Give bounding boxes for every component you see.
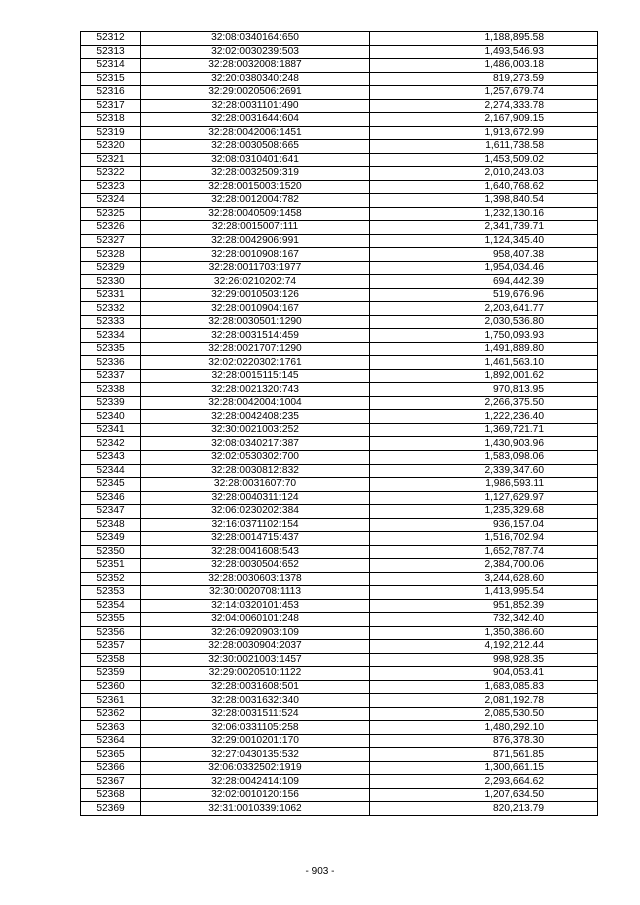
row-number-cell: 52342 — [81, 437, 141, 451]
cadastral-value-table — [80, 31, 598, 816]
table-row — [81, 32, 598, 46]
cadastral-value-cell: 1,430,903.96 — [370, 437, 598, 451]
table-row — [81, 329, 598, 343]
table-row — [81, 288, 598, 302]
row-number-cell: 52318 — [81, 113, 141, 127]
cadastral-value-cell: 1,413,995.54 — [370, 586, 598, 600]
row-number-cell: 52345 — [81, 478, 141, 492]
row-number-cell: 52350 — [81, 545, 141, 559]
cadastral-value-cell: 4,192,212.44 — [370, 640, 598, 654]
cadastral-number-cell: 32:28:0031607:70 — [141, 478, 370, 492]
table-row — [81, 126, 598, 140]
cadastral-value-cell: 1,493,546.93 — [370, 45, 598, 59]
row-number-cell: 52361 — [81, 694, 141, 708]
table-row — [81, 721, 598, 735]
cadastral-number-cell: 32:28:0042414:109 — [141, 775, 370, 789]
table-row — [81, 221, 598, 235]
row-number-cell: 52336 — [81, 356, 141, 370]
cadastral-value-cell: 1,892,001.62 — [370, 369, 598, 383]
cadastral-value-cell: 2,274,333.78 — [370, 99, 598, 113]
cadastral-value-cell: 1,350,386.60 — [370, 626, 598, 640]
cadastral-value-cell: 871,561.85 — [370, 748, 598, 762]
table-row — [81, 707, 598, 721]
row-number-cell: 52364 — [81, 734, 141, 748]
row-number-cell: 52351 — [81, 559, 141, 573]
cadastral-number-cell: 32:28:0032008:1887 — [141, 59, 370, 73]
cadastral-number-cell: 32:28:0030508:665 — [141, 140, 370, 154]
page-number: - 903 - — [305, 866, 335, 877]
cadastral-number-cell: 32:28:0041608:543 — [141, 545, 370, 559]
table-row — [81, 113, 598, 127]
cadastral-number-cell: 32:29:0010503:126 — [141, 288, 370, 302]
table-row — [81, 72, 598, 86]
cadastral-value-cell: 694,442.39 — [370, 275, 598, 289]
cadastral-value-cell: 1,954,034.46 — [370, 261, 598, 275]
table-row — [81, 734, 598, 748]
table-row — [81, 450, 598, 464]
cadastral-value-cell: 1,491,889.80 — [370, 342, 598, 356]
cadastral-number-cell: 32:28:0015003:1520 — [141, 180, 370, 194]
cadastral-number-cell: 32:30:0020708:1113 — [141, 586, 370, 600]
table-row — [81, 356, 598, 370]
cadastral-value-cell: 820,213.79 — [370, 802, 598, 816]
row-number-cell: 52363 — [81, 721, 141, 735]
cadastral-value-cell: 1,235,329.68 — [370, 505, 598, 519]
cadastral-number-cell: 32:02:0530302:700 — [141, 450, 370, 464]
row-number-cell: 52360 — [81, 680, 141, 694]
cadastral-value-cell: 732,342.40 — [370, 613, 598, 627]
cadastral-number-cell: 32:28:0010908:167 — [141, 248, 370, 262]
table-row — [81, 559, 598, 573]
cadastral-value-cell: 3,244,628.60 — [370, 572, 598, 586]
row-number-cell: 52316 — [81, 86, 141, 100]
row-number-cell: 52354 — [81, 599, 141, 613]
cadastral-value-cell: 1,486,003.18 — [370, 59, 598, 73]
cadastral-number-cell: 32:28:0031514:459 — [141, 329, 370, 343]
cadastral-number-cell: 32:08:0340164:650 — [141, 32, 370, 46]
table-row — [81, 572, 598, 586]
row-number-cell: 52335 — [81, 342, 141, 356]
cadastral-value-cell: 1,232,130.16 — [370, 207, 598, 221]
table-row — [81, 694, 598, 708]
table-row — [81, 248, 598, 262]
cadastral-value-cell: 876,378.30 — [370, 734, 598, 748]
cadastral-number-cell: 32:28:0011703:1977 — [141, 261, 370, 275]
row-number-cell: 52325 — [81, 207, 141, 221]
cadastral-number-cell: 32:26:0210202:74 — [141, 275, 370, 289]
table-row — [81, 680, 598, 694]
table-row — [81, 315, 598, 329]
row-number-cell: 52326 — [81, 221, 141, 235]
cadastral-value-cell: 519,676.96 — [370, 288, 598, 302]
row-number-cell: 52368 — [81, 788, 141, 802]
table-row — [81, 302, 598, 316]
row-number-cell: 52349 — [81, 532, 141, 546]
cadastral-number-cell: 32:28:0031101:490 — [141, 99, 370, 113]
cadastral-number-cell: 32:29:0020506:2691 — [141, 86, 370, 100]
cadastral-value-cell: 2,081,192.78 — [370, 694, 598, 708]
cadastral-number-cell: 32:28:0012004:782 — [141, 194, 370, 208]
row-number-cell: 52332 — [81, 302, 141, 316]
cadastral-number-cell: 32:26:0920903:109 — [141, 626, 370, 640]
row-number-cell: 52322 — [81, 167, 141, 181]
row-number-cell: 52328 — [81, 248, 141, 262]
cadastral-number-cell: 32:30:0021003:1457 — [141, 653, 370, 667]
row-number-cell: 52321 — [81, 153, 141, 167]
table-row — [81, 491, 598, 505]
table-row — [81, 802, 598, 816]
table-row — [81, 383, 598, 397]
row-number-cell: 52358 — [81, 653, 141, 667]
cadastral-value-cell: 819,273.59 — [370, 72, 598, 86]
table-row — [81, 626, 598, 640]
cadastral-number-cell: 32:08:0310401:641 — [141, 153, 370, 167]
row-number-cell: 52344 — [81, 464, 141, 478]
row-number-cell: 52323 — [81, 180, 141, 194]
table-row — [81, 275, 598, 289]
cadastral-value-cell: 2,266,375.50 — [370, 396, 598, 410]
cadastral-number-cell: 32:29:0020510:1122 — [141, 667, 370, 681]
row-number-cell: 52355 — [81, 613, 141, 627]
row-number-cell: 52347 — [81, 505, 141, 519]
cadastral-value-cell: 1,480,292.10 — [370, 721, 598, 735]
table-row — [81, 545, 598, 559]
row-number-cell: 52359 — [81, 667, 141, 681]
cadastral-value-cell: 970,813.95 — [370, 383, 598, 397]
cadastral-value-cell: 1,461,563.10 — [370, 356, 598, 370]
table-body — [81, 32, 598, 816]
cadastral-value-cell: 1,583,098.06 — [370, 450, 598, 464]
table-row — [81, 180, 598, 194]
cadastral-value-cell: 2,030,536.80 — [370, 315, 598, 329]
row-number-cell: 52333 — [81, 315, 141, 329]
cadastral-value-cell: 1,207,634.50 — [370, 788, 598, 802]
cadastral-value-cell: 936,157.04 — [370, 518, 598, 532]
cadastral-value-cell: 958,407.38 — [370, 248, 598, 262]
table-row — [81, 59, 598, 73]
cadastral-value-cell: 904,053.41 — [370, 667, 598, 681]
row-number-cell: 52357 — [81, 640, 141, 654]
cadastral-number-cell: 32:28:0031608:501 — [141, 680, 370, 694]
cadastral-number-cell: 32:28:0030812:832 — [141, 464, 370, 478]
table-row — [81, 761, 598, 775]
cadastral-number-cell: 32:31:0010339:1062 — [141, 802, 370, 816]
cadastral-value-cell: 2,293,664.62 — [370, 775, 598, 789]
table-row — [81, 234, 598, 248]
table-row — [81, 532, 598, 546]
row-number-cell: 52317 — [81, 99, 141, 113]
table-row — [81, 342, 598, 356]
row-number-cell: 52338 — [81, 383, 141, 397]
table-row — [81, 140, 598, 154]
cadastral-number-cell: 32:28:0015115:145 — [141, 369, 370, 383]
cadastral-number-cell: 32:28:0010904:167 — [141, 302, 370, 316]
cadastral-value-cell: 1,369,721.71 — [370, 423, 598, 437]
table-row — [81, 45, 598, 59]
cadastral-value-cell: 2,203,641.77 — [370, 302, 598, 316]
table-row — [81, 613, 598, 627]
cadastral-value-cell: 1,640,768.62 — [370, 180, 598, 194]
row-number-cell: 52356 — [81, 626, 141, 640]
table-row — [81, 207, 598, 221]
cadastral-number-cell: 32:06:0230202:384 — [141, 505, 370, 519]
cadastral-number-cell: 32:30:0021003:252 — [141, 423, 370, 437]
cadastral-number-cell: 32:14:0320101:453 — [141, 599, 370, 613]
row-number-cell: 52334 — [81, 329, 141, 343]
cadastral-value-cell: 1,913,672.99 — [370, 126, 598, 140]
cadastral-number-cell: 32:28:0042408:235 — [141, 410, 370, 424]
cadastral-value-cell: 2,085,530.50 — [370, 707, 598, 721]
cadastral-number-cell: 32:28:0031644:604 — [141, 113, 370, 127]
cadastral-value-cell: 1,652,787.74 — [370, 545, 598, 559]
row-number-cell: 52341 — [81, 423, 141, 437]
row-number-cell: 52315 — [81, 72, 141, 86]
row-number-cell: 52340 — [81, 410, 141, 424]
table-row — [81, 464, 598, 478]
cadastral-number-cell: 32:28:0030501:1290 — [141, 315, 370, 329]
cadastral-number-cell: 32:02:0220302:1761 — [141, 356, 370, 370]
cadastral-number-cell: 32:16:0371102:154 — [141, 518, 370, 532]
row-number-cell: 52348 — [81, 518, 141, 532]
cadastral-value-cell: 1,222,236.40 — [370, 410, 598, 424]
table-row — [81, 86, 598, 100]
cadastral-number-cell: 32:06:0332502:1919 — [141, 761, 370, 775]
row-number-cell: 52346 — [81, 491, 141, 505]
cadastral-number-cell: 32:28:0030904:2037 — [141, 640, 370, 654]
row-number-cell: 52362 — [81, 707, 141, 721]
row-number-cell: 52367 — [81, 775, 141, 789]
cadastral-value-cell: 1,127,629.97 — [370, 491, 598, 505]
cadastral-value-cell: 1,398,840.54 — [370, 194, 598, 208]
cadastral-number-cell: 32:29:0010201:170 — [141, 734, 370, 748]
cadastral-number-cell: 32:20:0380340:248 — [141, 72, 370, 86]
table-row — [81, 586, 598, 600]
cadastral-number-cell: 32:27:0430135:532 — [141, 748, 370, 762]
row-number-cell: 52324 — [81, 194, 141, 208]
table-row — [81, 194, 598, 208]
row-number-cell: 52329 — [81, 261, 141, 275]
cadastral-number-cell: 32:28:0030603:1378 — [141, 572, 370, 586]
table-row — [81, 261, 598, 275]
table-row — [81, 369, 598, 383]
table-row — [81, 788, 598, 802]
row-number-cell: 52313 — [81, 45, 141, 59]
cadastral-value-cell: 2,384,700.06 — [370, 559, 598, 573]
cadastral-number-cell: 32:06:0331105:258 — [141, 721, 370, 735]
row-number-cell: 52343 — [81, 450, 141, 464]
table-row — [81, 396, 598, 410]
row-number-cell: 52339 — [81, 396, 141, 410]
cadastral-value-cell: 1,750,093.93 — [370, 329, 598, 343]
row-number-cell: 52366 — [81, 761, 141, 775]
row-number-cell: 52314 — [81, 59, 141, 73]
row-number-cell: 52352 — [81, 572, 141, 586]
cadastral-number-cell: 32:02:0030239:503 — [141, 45, 370, 59]
table-row — [81, 518, 598, 532]
cadastral-value-cell: 951,852.39 — [370, 599, 598, 613]
table-row — [81, 478, 598, 492]
cadastral-value-cell: 998,928.35 — [370, 653, 598, 667]
table-row — [81, 748, 598, 762]
cadastral-value-cell: 1,124,345.40 — [370, 234, 598, 248]
table-row — [81, 437, 598, 451]
cadastral-number-cell: 32:28:0042004:1004 — [141, 396, 370, 410]
cadastral-value-cell: 1,986,593.11 — [370, 478, 598, 492]
cadastral-number-cell: 32:28:0032509:319 — [141, 167, 370, 181]
table-row — [81, 653, 598, 667]
row-number-cell: 52331 — [81, 288, 141, 302]
row-number-cell: 52337 — [81, 369, 141, 383]
row-number-cell: 52320 — [81, 140, 141, 154]
cadastral-value-cell: 2,341,739.71 — [370, 221, 598, 235]
cadastral-number-cell: 32:28:0021707:1290 — [141, 342, 370, 356]
table-row — [81, 99, 598, 113]
cadastral-number-cell: 32:28:0042906:991 — [141, 234, 370, 248]
cadastral-value-cell: 1,453,509.02 — [370, 153, 598, 167]
cadastral-number-cell: 32:28:0031632:340 — [141, 694, 370, 708]
table-row — [81, 410, 598, 424]
table-row — [81, 167, 598, 181]
table-row — [81, 423, 598, 437]
cadastral-value-cell: 1,300,661.15 — [370, 761, 598, 775]
cadastral-value-cell: 2,167,909.15 — [370, 113, 598, 127]
row-number-cell: 52327 — [81, 234, 141, 248]
cadastral-value-cell: 1,188,895.58 — [370, 32, 598, 46]
row-number-cell: 52369 — [81, 802, 141, 816]
table-row — [81, 640, 598, 654]
cadastral-number-cell: 32:04:0060101:248 — [141, 613, 370, 627]
row-number-cell: 52319 — [81, 126, 141, 140]
cadastral-number-cell: 32:08:0340217:387 — [141, 437, 370, 451]
row-number-cell: 52330 — [81, 275, 141, 289]
cadastral-value-cell: 2,010,243.03 — [370, 167, 598, 181]
cadastral-number-cell: 32:02:0010120:156 — [141, 788, 370, 802]
table-row — [81, 505, 598, 519]
table-row — [81, 153, 598, 167]
cadastral-number-cell: 32:28:0040311:124 — [141, 491, 370, 505]
cadastral-value-cell: 2,339,347.60 — [370, 464, 598, 478]
table-row — [81, 667, 598, 681]
cadastral-number-cell: 32:28:0021320:743 — [141, 383, 370, 397]
row-number-cell: 52312 — [81, 32, 141, 46]
cadastral-value-cell: 1,683,085.83 — [370, 680, 598, 694]
cadastral-number-cell: 32:28:0040509:1458 — [141, 207, 370, 221]
cadastral-number-cell: 32:28:0042006:1451 — [141, 126, 370, 140]
cadastral-number-cell: 32:28:0030504:652 — [141, 559, 370, 573]
cadastral-value-cell: 1,257,679.74 — [370, 86, 598, 100]
row-number-cell: 52353 — [81, 586, 141, 600]
table-row — [81, 775, 598, 789]
table-row — [81, 599, 598, 613]
cadastral-value-cell: 1,611,738.58 — [370, 140, 598, 154]
cadastral-value-cell: 1,516,702.94 — [370, 532, 598, 546]
cadastral-number-cell: 32:28:0015007:111 — [141, 221, 370, 235]
cadastral-number-cell: 32:28:0031511:524 — [141, 707, 370, 721]
row-number-cell: 52365 — [81, 748, 141, 762]
cadastral-number-cell: 32:28:0014715:437 — [141, 532, 370, 546]
